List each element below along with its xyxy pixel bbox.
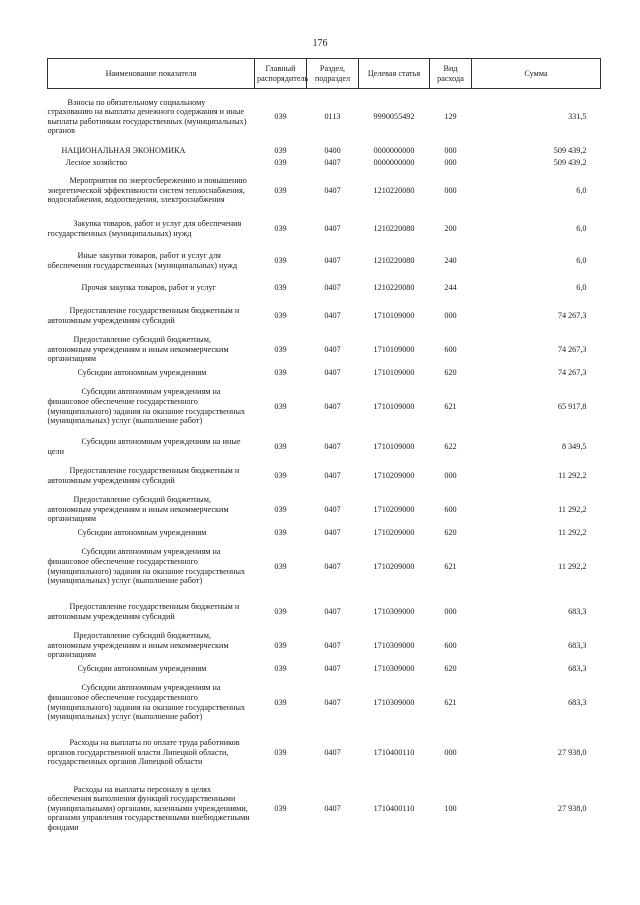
row-admin: 039	[274, 441, 287, 451]
row-section: 0407	[324, 470, 341, 480]
row-article: 1710109000	[373, 441, 415, 451]
row-sum: 11 292,2	[558, 470, 587, 480]
page-number: 176	[312, 38, 328, 49]
row-name: Прочая закупка товаров, работ и услуг	[81, 282, 216, 292]
row-name: Субсидии автономным учреждениям на финансовое обеспечение государственного (муниципального) задания на оказание государственных (муниципальных) услуг (выполнение работ)	[47, 387, 246, 426]
row-article: 1710109000	[373, 401, 415, 411]
row-type: 622	[444, 441, 457, 451]
table-row	[48, 299, 601, 333]
row-admin: 039	[274, 697, 287, 707]
table-row	[48, 89, 601, 145]
row-section: 0407	[324, 697, 341, 707]
header-name: Наименование показателя	[48, 59, 255, 89]
row-sum: 683,3	[568, 606, 587, 616]
row-type: 000	[444, 157, 457, 167]
row-article: 1710109000	[373, 310, 415, 320]
row-article: 1210220080	[373, 223, 415, 233]
row-name: Субсидии автономным учреждениям	[77, 367, 207, 377]
table-row	[48, 145, 601, 157]
row-section: 0407	[324, 310, 341, 320]
header-sum: Сумма	[472, 59, 601, 89]
row-name: Субсидии автономным учреждениям на финансовое обеспечение государственного (муниципального) задания на оказание государственных (муниципальных) услуг (выполнение работ)	[47, 683, 246, 722]
row-section: 0407	[324, 561, 341, 571]
row-type: 620	[444, 527, 457, 537]
row-type: 600	[444, 640, 457, 650]
row-section: 0407	[324, 401, 341, 411]
row-admin: 039	[274, 747, 287, 757]
table-row	[48, 527, 601, 539]
row-article: 1710209000	[373, 504, 415, 514]
table-row	[48, 459, 601, 493]
row-section: 0113	[324, 111, 341, 121]
table-row	[48, 169, 601, 213]
table-row	[48, 435, 601, 459]
row-admin: 039	[274, 157, 287, 167]
row-name: Расходы на выплаты по оплате труда работников органов государственной власти Липецкой области, государственных органов Липецкой области	[47, 738, 240, 767]
table-row	[48, 663, 601, 675]
table-row	[48, 333, 601, 367]
row-section: 0407	[324, 367, 341, 377]
row-type: 000	[444, 145, 457, 155]
table-row	[48, 675, 601, 731]
row-admin: 039	[274, 185, 287, 195]
row-article: 1210220080	[373, 255, 415, 265]
table-row	[48, 245, 601, 277]
row-sum: 683,3	[568, 697, 587, 707]
row-sum: 65 917,8	[557, 401, 587, 411]
row-article: 1710109000	[373, 344, 415, 354]
row-sum: 6,0	[576, 255, 587, 265]
row-admin: 039	[274, 527, 287, 537]
table-row	[48, 493, 601, 527]
row-sum: 8 349,5	[561, 441, 587, 451]
row-article: 1710209000	[373, 527, 415, 537]
row-type: 600	[444, 504, 457, 514]
row-section: 0407	[324, 606, 341, 616]
row-name: Закупка товаров, работ и услуг для обеспечения государственных (муниципальных) нужд	[47, 218, 242, 238]
row-admin: 039	[274, 561, 287, 571]
row-admin: 039	[274, 401, 287, 411]
row-article: 1710109000	[373, 367, 415, 377]
row-admin: 039	[274, 223, 287, 233]
row-admin: 039	[274, 282, 287, 292]
row-admin: 039	[274, 640, 287, 650]
row-section: 0407	[324, 504, 341, 514]
row-section: 0407	[324, 640, 341, 650]
row-sum: 74 267,3	[557, 367, 587, 377]
table-row	[48, 775, 601, 843]
row-section: 0407	[324, 747, 341, 757]
row-name: Лесное хозяйство	[65, 157, 128, 167]
table-row	[48, 213, 601, 245]
row-admin: 039	[274, 255, 287, 265]
row-section: 0407	[324, 441, 341, 451]
table-row	[48, 595, 601, 629]
row-section: 0407	[324, 344, 341, 354]
row-admin: 039	[274, 504, 287, 514]
row-article: 1710209000	[373, 470, 415, 480]
row-type: 620	[444, 663, 457, 673]
table-body	[48, 89, 601, 843]
row-name: Предоставление государственным бюджетным и автономным учреждениям субсидий	[47, 601, 240, 621]
row-article: 1710400110	[373, 803, 415, 813]
row-article: 0000000000	[373, 157, 415, 167]
row-name: Предоставление субсидий бюджетным, автономным учреждениям и иным некоммерческим организациям	[47, 631, 229, 660]
header-article: Целевая статья	[359, 59, 430, 89]
row-type: 129	[444, 111, 457, 121]
row-name: НАЦИОНАЛЬНАЯ ЭКОНОМИКА	[61, 145, 186, 155]
row-admin: 039	[274, 663, 287, 673]
header-section: Раздел, подраздел	[307, 59, 359, 89]
row-admin: 039	[274, 310, 287, 320]
row-section: 0407	[324, 803, 341, 813]
row-admin: 039	[274, 803, 287, 813]
row-admin: 039	[274, 606, 287, 616]
row-sum: 509 439,2	[553, 145, 587, 155]
row-sum: 6,0	[576, 185, 587, 195]
row-section: 0407	[324, 663, 341, 673]
expenditure-table	[47, 58, 601, 843]
row-name: Расходы на выплаты персоналу в целях обеспечения выполнения функций государственными (муниципальными) органами, казенными учреждениями, органами управления государственными внебюджетными фондами	[47, 784, 250, 832]
row-admin: 039	[274, 367, 287, 377]
row-sum: 683,3	[568, 640, 587, 650]
row-name: Мероприятия по энергосбережению и повышению энергетической эффективности систем теплоснабжения, водоснабжения, водоотведения, электроснабжения	[47, 176, 247, 205]
row-article: 1710309000	[373, 697, 415, 707]
row-article: 1210220080	[373, 282, 415, 292]
table-row	[48, 379, 601, 435]
row-article: 1710309000	[373, 606, 415, 616]
row-name: Предоставление государственным бюджетным и автономным учреждениям субсидий	[47, 305, 240, 325]
row-article: 1710400110	[373, 747, 415, 757]
row-sum: 6,0	[576, 282, 587, 292]
row-name: Взносы по обязательному социальному страхованию на выплаты денежного содержания и иные выплаты работникам государственных (муниципальных) органов	[47, 97, 247, 136]
header-admin: Главный распорядитель	[255, 59, 307, 89]
row-type: 000	[444, 747, 457, 757]
row-admin: 039	[274, 145, 287, 155]
row-sum: 27 938,0	[557, 803, 587, 813]
row-sum: 683,3	[568, 663, 587, 673]
row-section: 0407	[324, 527, 341, 537]
row-admin: 039	[274, 470, 287, 480]
row-article: 0000000000	[373, 145, 415, 155]
row-name: Предоставление субсидий бюджетным, автономным учреждениям и иным некоммерческим организациям	[47, 495, 229, 524]
row-sum: 27 938,0	[557, 747, 587, 757]
row-name: Субсидии автономным учреждениям на иные цели	[47, 436, 241, 456]
row-sum: 509 439,2	[553, 157, 587, 167]
row-type: 620	[444, 367, 457, 377]
row-article: 1710209000	[373, 561, 415, 571]
row-type: 600	[444, 344, 457, 354]
table-row	[48, 367, 601, 379]
table-header-row	[48, 59, 601, 89]
header-type: Вид расхода	[430, 59, 472, 89]
row-section: 0407	[324, 185, 341, 195]
row-type: 621	[444, 401, 457, 411]
row-name: Субсидии автономным учреждениям на финансовое обеспечение государственного (муниципального) задания на оказание государственных (муниципальных) услуг (выполнение работ)	[47, 547, 246, 586]
row-admin: 039	[274, 344, 287, 354]
row-sum: 331,5	[568, 111, 587, 121]
row-sum: 11 292,2	[558, 504, 587, 514]
row-type: 244	[444, 282, 457, 292]
row-type: 240	[444, 255, 457, 265]
row-section: 0400	[324, 145, 341, 155]
row-article: 9990055492	[373, 111, 415, 121]
row-type: 000	[444, 185, 457, 195]
row-section: 0407	[324, 255, 341, 265]
row-name: Субсидии автономным учреждениям	[77, 527, 207, 537]
row-article: 1210220080	[373, 185, 415, 195]
row-name: Предоставление субсидий бюджетным, автономным учреждениям и иным некоммерческим организациям	[47, 335, 229, 364]
row-section: 0407	[324, 282, 341, 292]
row-type: 000	[444, 470, 457, 480]
row-admin: 039	[274, 111, 287, 121]
row-section: 0407	[324, 223, 341, 233]
row-type: 000	[444, 606, 457, 616]
row-name: Субсидии автономным учреждениям	[77, 663, 207, 673]
row-type: 621	[444, 697, 457, 707]
row-sum: 11 292,2	[558, 527, 587, 537]
row-sum: 74 267,3	[557, 344, 587, 354]
row-sum: 6,0	[576, 223, 587, 233]
row-section: 0407	[324, 157, 341, 167]
row-article: 1710309000	[373, 663, 415, 673]
row-name: Иные закупки товаров, работ и услуг для обеспечения государственных (муниципальных) нужд	[47, 250, 238, 270]
row-type: 000	[444, 310, 457, 320]
row-article: 1710309000	[373, 640, 415, 650]
table-row	[48, 277, 601, 299]
table-row	[48, 157, 601, 169]
row-sum: 11 292,2	[558, 561, 587, 571]
table-row	[48, 539, 601, 595]
row-sum: 74 267,3	[557, 310, 587, 320]
row-type: 200	[444, 223, 457, 233]
row-type: 621	[444, 561, 457, 571]
row-name: Предоставление государственным бюджетным и автономным учреждениям субсидий	[47, 465, 240, 485]
row-type: 100	[444, 803, 457, 813]
table-row	[48, 629, 601, 663]
table-row	[48, 731, 601, 775]
